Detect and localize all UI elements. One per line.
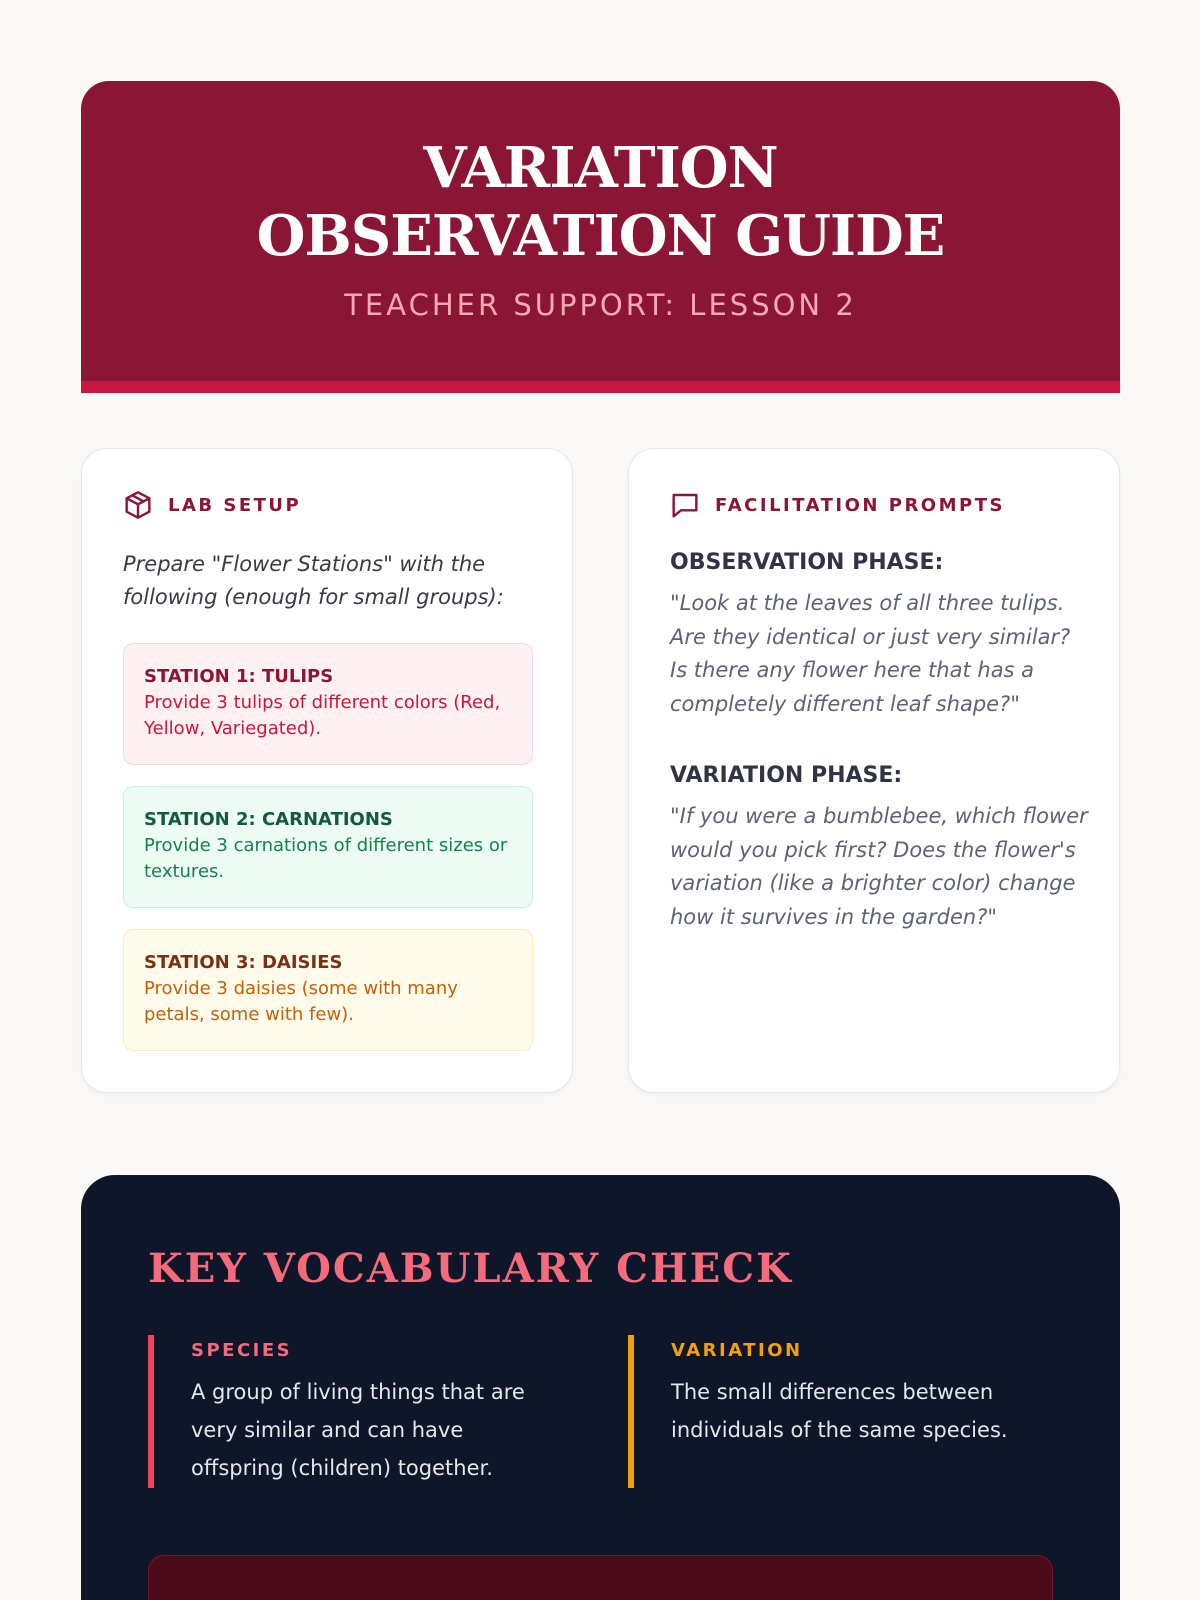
facilitation-card bbox=[628, 448, 1120, 1093]
facilitation-heading bbox=[669, 489, 1005, 521]
page-title: VARIATION OBSERVATION GUIDE bbox=[256, 135, 945, 269]
header-banner bbox=[81, 81, 1120, 393]
station-tulips bbox=[123, 643, 533, 765]
station-body: Provide 3 tulips of different colors (Red, Yellow, Variegated). bbox=[144, 692, 501, 739]
variation-phase bbox=[670, 762, 1090, 934]
lab-setup-intro: Prepare "Flower Stations" with the following (enough for small groups): bbox=[123, 552, 504, 609]
phase-quote: "If you were a bumblebee, which flower would you pick first? Does the flower's variation (like a brighter color) change how it survives in the garden?" bbox=[670, 804, 1088, 929]
accent-bar bbox=[628, 1335, 634, 1488]
station-body: Provide 3 carnations of different sizes or textures. bbox=[144, 835, 508, 882]
phase-quote: "Look at the leaves of all three tulips. Are they identical or just very similar? Is there any flower here that has a completely different leaf shape?" bbox=[670, 591, 1071, 716]
lab-setup-card bbox=[81, 448, 573, 1093]
term-name: VARIATION bbox=[671, 1340, 803, 1361]
facilitation-label: FACILITATION PROMPTS bbox=[715, 494, 1005, 516]
vocabulary-section bbox=[81, 1175, 1120, 1600]
accent-bar bbox=[148, 1335, 154, 1488]
station-daisies bbox=[123, 929, 533, 1051]
term-definition: A group of living things that are very similar and can have offspring (children) together. bbox=[191, 1380, 525, 1480]
station-title: STATION 1: TULIPS bbox=[144, 666, 334, 687]
term-definition: The small differences between individuals of the same species. bbox=[671, 1380, 1008, 1442]
lab-setup-heading bbox=[122, 489, 301, 521]
lab-setup-label: LAB SETUP bbox=[168, 494, 302, 516]
station-title: STATION 2: CARNATIONS bbox=[144, 809, 393, 830]
phase-title: OBSERVATION PHASE: bbox=[670, 550, 944, 575]
chat-icon bbox=[669, 489, 701, 521]
term-variation bbox=[628, 1335, 1028, 1488]
box-icon bbox=[122, 489, 154, 521]
page-subtitle: TEACHER SUPPORT: LESSON 2 bbox=[344, 288, 857, 322]
phase-title: VARIATION PHASE: bbox=[670, 763, 903, 788]
term-species bbox=[148, 1335, 548, 1488]
vocabulary-title: KEY VOCABULARY CHECK bbox=[148, 1245, 793, 1292]
station-body: Provide 3 daisies (some with many petals, some with few). bbox=[144, 978, 458, 1025]
station-carnations bbox=[123, 786, 533, 908]
station-title: STATION 3: DAISIES bbox=[144, 952, 343, 973]
observation-phase bbox=[670, 549, 1090, 721]
term-name: SPECIES bbox=[191, 1340, 293, 1361]
vocabulary-footer-box bbox=[148, 1555, 1053, 1600]
